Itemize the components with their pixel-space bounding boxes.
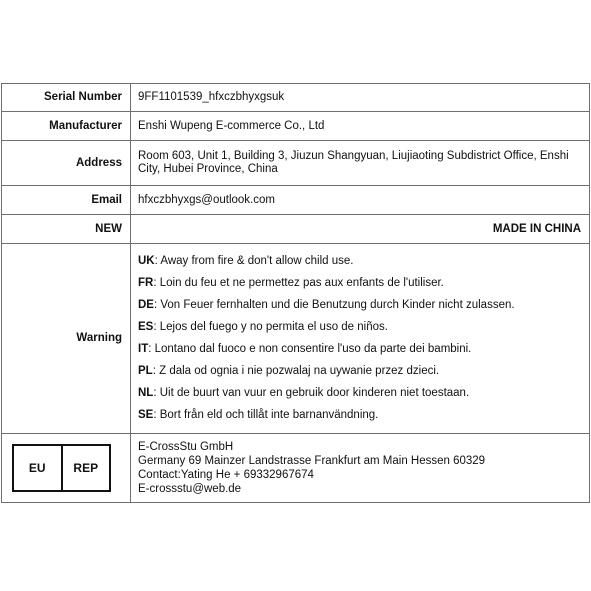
email-value: hfxczbhyxgs@outlook.com (131, 186, 590, 215)
warning-text: : Lejos del fuego y no permita el uso de niños. (153, 321, 388, 333)
warning-code: FR (138, 277, 154, 289)
warning-text: : Bort från eld och tillåt inte barnanvändning. (153, 409, 379, 421)
warning-text: : Uit de buurt van vuur en gebruik door kinderen niet toestaan. (153, 387, 470, 399)
email-label: Email (2, 186, 131, 215)
eu-rep-badge-cell (2, 434, 131, 503)
eu-badge-text: EU (14, 446, 63, 490)
warning-code: SE (138, 409, 154, 421)
condition-row (2, 215, 590, 244)
warning-code: UK (138, 255, 155, 267)
manufacturer-label: Manufacturer (2, 112, 131, 141)
condition-label: NEW (2, 215, 131, 244)
warning-code: DE (138, 299, 154, 311)
address-row (2, 141, 590, 186)
manufacturer-row (2, 112, 590, 141)
rep-badge-text: REP (73, 460, 99, 475)
warning-line-de (138, 299, 581, 312)
warning-line-nl (138, 387, 581, 400)
serial-number-row (2, 84, 590, 112)
eu-rep-company: E-CrossStu GmbH (138, 441, 234, 453)
eu-rep-badge (12, 444, 111, 492)
warning-text: : Lontano dal fuoco e non consentire l'uso da parte dei bambini. (148, 343, 472, 355)
warning-line-it (138, 343, 581, 356)
warning-text: : Z dala od ognia i nie pozwalaj na uywanie przez dzieci. (152, 365, 440, 377)
warning-text: : Von Feuer fernhalten und die Benutzung durch Kinder nicht zulassen. (153, 299, 515, 311)
warning-line-fr (138, 277, 581, 290)
product-label-table (1, 83, 590, 503)
warning-code: ES (138, 321, 154, 333)
warning-line-es (138, 321, 581, 334)
email-row (2, 186, 590, 215)
warning-line-se (138, 409, 581, 422)
eu-rep-email: E-crossstu@web.de (138, 483, 242, 495)
eu-rep-row (2, 434, 590, 503)
warning-line-pl (138, 365, 581, 378)
warning-text: : Loin du feu et ne permettez pas aux enfants de l'utiliser. (153, 277, 444, 289)
address-label: Address (2, 141, 131, 186)
serial-number-label: Serial Number (2, 84, 131, 112)
made-in-value: MADE IN CHINA (131, 215, 590, 244)
address-value: Room 603, Unit 1, Building 3, Jiuzun Shangyuan, Liujiaoting Subdistrict Office, Enshi City, Hubei Province, China (131, 141, 590, 186)
warning-text: : Away from fire & don't allow child use. (154, 255, 354, 267)
warning-row (2, 244, 590, 434)
eu-rep-contact: Contact:Yating He + 69332967674 (138, 469, 314, 481)
warning-code: PL (138, 365, 153, 377)
serial-number-value: 9FF1101539_hfxczbhyxgsuk (131, 84, 590, 112)
eu-rep-address: Germany 69 Mainzer Landstrasse Frankfurt am Main Hessen 60329 (138, 455, 486, 467)
warning-code: IT (138, 343, 149, 355)
warning-label: Warning (2, 244, 131, 434)
manufacturer-value: Enshi Wupeng E-commerce Co., Ltd (131, 112, 590, 141)
eu-rep-details (131, 434, 590, 503)
warning-code: NL (138, 387, 154, 399)
warning-text-list (131, 244, 590, 434)
warning-line-uk (138, 255, 581, 268)
